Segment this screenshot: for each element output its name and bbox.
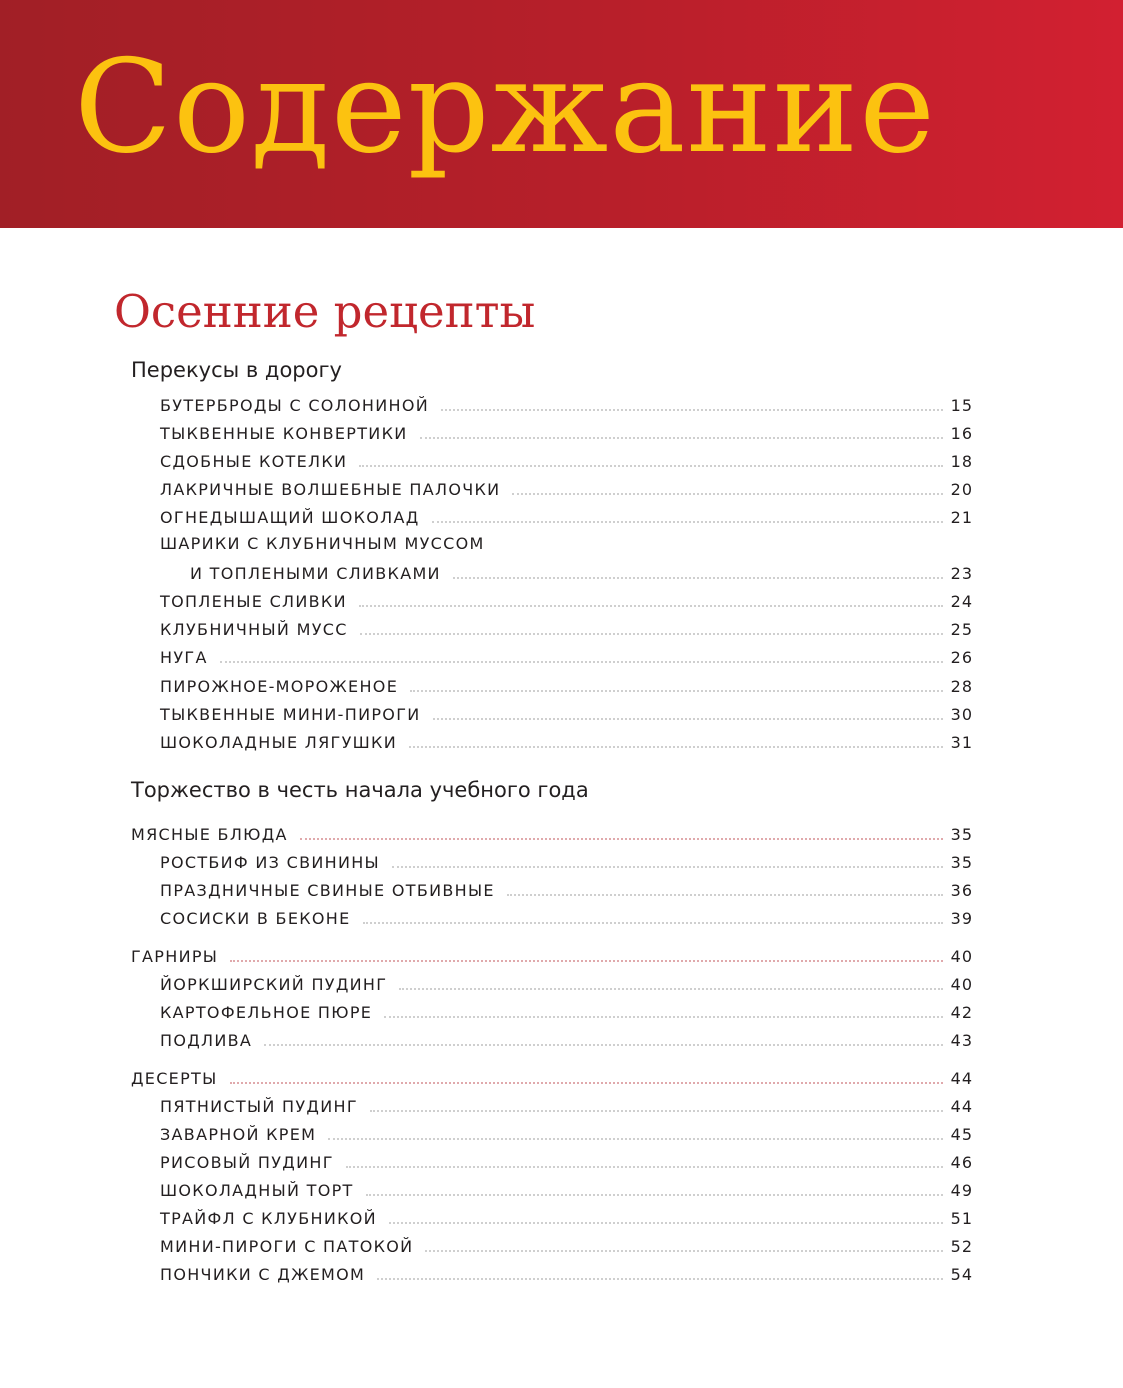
toc-entry[interactable] xyxy=(160,1095,973,1117)
dot-leader xyxy=(392,866,943,868)
dot-leader xyxy=(389,1222,943,1224)
toc-entry-label-line1[interactable]: ШАРИКИ С КЛУБНИЧНЫМ МУССОМ xyxy=(160,534,485,553)
dot-leader xyxy=(433,718,943,720)
section-title: Осенние рецепты xyxy=(114,285,536,338)
toc-entry[interactable] xyxy=(160,703,973,725)
dot-leader xyxy=(300,838,943,840)
toc-entry-page: 26 xyxy=(950,648,973,667)
toc-entry-page: 31 xyxy=(950,733,973,752)
toc-entry-label: ТЫКВЕННЫЕ МИНИ-ПИРОГИ xyxy=(160,705,421,724)
toc-group[interactable] xyxy=(131,823,973,845)
toc-entry[interactable] xyxy=(160,879,973,901)
toc-entry-label: ЙОРКШИРСКИЙ ПУДИНГ xyxy=(160,975,388,994)
toc-group[interactable] xyxy=(131,1067,973,1089)
toc-entry-page: 43 xyxy=(950,1031,973,1050)
dot-leader xyxy=(230,1082,943,1084)
toc-entry-page: 45 xyxy=(950,1125,973,1144)
dot-leader xyxy=(420,437,943,439)
subsection-title: Перекусы в дорогу xyxy=(131,358,342,382)
toc-entry[interactable] xyxy=(160,450,973,472)
toc-entry-label: ЛАКРИЧНЫЕ ВОЛШЕБНЫЕ ПАЛОЧКИ xyxy=(160,480,501,499)
toc-entry[interactable] xyxy=(160,506,973,528)
toc-entry-label: ШОКОЛАДНЫЕ ЛЯГУШКИ xyxy=(160,733,397,752)
toc-group-label: МЯСНЫЕ БЛЮДА xyxy=(131,825,288,844)
toc-entry[interactable] xyxy=(160,478,973,500)
toc-entry-label: КАРТОФЕЛЬНОЕ ПЮРЕ xyxy=(160,1003,373,1022)
toc-entry-page: 54 xyxy=(950,1265,973,1284)
toc-group-label: ГАРНИРЫ xyxy=(131,947,219,966)
toc-entry-label: ОГНЕДЫШАЩИЙ ШОКОЛАД xyxy=(160,508,420,527)
toc-entry-label: ПИРОЖНОЕ-МОРОЖЕНОЕ xyxy=(160,677,399,696)
toc-entry[interactable] xyxy=(160,851,973,873)
toc-entry[interactable] xyxy=(160,422,973,444)
toc-entry-label: БУТЕРБРОДЫ С СОЛОНИНОЙ xyxy=(160,396,430,415)
toc-entry-page: 51 xyxy=(950,1209,973,1228)
toc-entry[interactable] xyxy=(160,394,973,416)
page-title: Содержание xyxy=(74,33,936,182)
toc-entry-label: ТЫКВЕННЫЕ КОНВЕРТИКИ xyxy=(160,424,408,443)
toc-entry-page: 18 xyxy=(950,452,973,471)
toc-group-page: 40 xyxy=(950,947,973,966)
toc-entry-label: ЗАВАРНОЙ КРЕМ xyxy=(160,1125,317,1144)
toc-entry-page: 20 xyxy=(950,480,973,499)
toc-entry-page: 15 xyxy=(950,396,973,415)
toc-entry[interactable] xyxy=(190,562,973,584)
toc-entry-page: 35 xyxy=(950,853,973,872)
toc-entry-label: СОСИСКИ В БЕКОНЕ xyxy=(160,909,351,928)
toc-group-page: 44 xyxy=(950,1069,973,1088)
dot-leader xyxy=(425,1250,942,1252)
dot-leader xyxy=(264,1044,942,1046)
toc-entry-page: 28 xyxy=(950,677,973,696)
toc-entry-label: СДОБНЫЕ КОТЕЛКИ xyxy=(160,452,348,471)
toc-entry-label: ШОКОЛАДНЫЙ ТОРТ xyxy=(160,1181,354,1200)
toc-entry-page: 44 xyxy=(950,1097,973,1116)
toc-entry-page: 21 xyxy=(950,508,973,527)
toc-entry[interactable] xyxy=(160,1207,973,1229)
toc-entry-label: И ТОПЛЕНЫМИ СЛИВКАМИ xyxy=(190,564,441,583)
dot-leader xyxy=(410,690,943,692)
dot-leader xyxy=(409,746,943,748)
toc-entry-label: РОСТБИФ ИЗ СВИНИНЫ xyxy=(160,853,380,872)
dot-leader xyxy=(360,633,943,635)
toc-entry[interactable] xyxy=(160,1001,973,1023)
dot-leader xyxy=(384,1016,942,1018)
toc-entry[interactable] xyxy=(160,1263,973,1285)
toc-entry-page: 52 xyxy=(950,1237,973,1256)
toc-entry-page: 24 xyxy=(950,592,973,611)
toc-entry-page: 36 xyxy=(950,881,973,900)
toc-entry[interactable] xyxy=(160,1123,973,1145)
toc-entry-label: РИСОВЫЙ ПУДИНГ xyxy=(160,1153,334,1172)
dot-leader xyxy=(399,988,942,990)
toc-entry-page: 46 xyxy=(950,1153,973,1172)
dot-leader xyxy=(370,1110,943,1112)
header-banner xyxy=(0,0,1123,228)
toc-entry-label: ТРАЙФЛ С КЛУБНИКОЙ xyxy=(160,1209,377,1228)
toc-entry[interactable] xyxy=(160,907,973,929)
toc-entry[interactable] xyxy=(160,731,973,753)
toc-entry-label: НУГА xyxy=(160,648,208,667)
toc-entry[interactable] xyxy=(160,618,973,640)
dot-leader xyxy=(512,493,942,495)
dot-leader xyxy=(359,465,942,467)
toc-entry-page: 16 xyxy=(950,424,973,443)
toc-entry[interactable] xyxy=(160,1029,973,1051)
dot-leader xyxy=(220,661,943,663)
toc-entry-page: 25 xyxy=(950,620,973,639)
dot-leader xyxy=(507,894,943,896)
dot-leader xyxy=(432,521,943,523)
toc-entry-label: ПОНЧИКИ С ДЖЕМОМ xyxy=(160,1265,366,1284)
toc-group-label: ДЕСЕРТЫ xyxy=(131,1069,218,1088)
toc-entry-page: 42 xyxy=(950,1003,973,1022)
subsection-title: Торжество в честь начала учебного года xyxy=(131,778,589,802)
toc-entry[interactable] xyxy=(160,646,973,668)
toc-entry-page: 30 xyxy=(950,705,973,724)
toc-entry-label: ПРАЗДНИЧНЫЕ СВИНЫЕ ОТБИВНЫЕ xyxy=(160,881,495,900)
toc-entry-page: 49 xyxy=(950,1181,973,1200)
toc-entry-label: КЛУБНИЧНЫЙ МУСС xyxy=(160,620,348,639)
toc-entry[interactable] xyxy=(160,675,973,697)
dot-leader xyxy=(441,409,943,411)
dot-leader xyxy=(453,577,943,579)
dot-leader xyxy=(346,1166,943,1168)
dot-leader xyxy=(366,1194,943,1196)
toc-entry-page: 23 xyxy=(950,564,973,583)
toc-entry[interactable] xyxy=(160,973,973,995)
dot-leader xyxy=(363,922,943,924)
toc-group[interactable] xyxy=(131,945,973,967)
toc-entry-label: ПОДЛИВА xyxy=(160,1031,253,1050)
toc-entry-page: 40 xyxy=(950,975,973,994)
toc-entry[interactable] xyxy=(160,1151,973,1173)
dot-leader xyxy=(328,1138,942,1140)
toc-entry-label: ТОПЛЕНЫЕ СЛИВКИ xyxy=(160,592,347,611)
dot-leader xyxy=(230,960,942,962)
toc-entry[interactable] xyxy=(160,1179,973,1201)
toc-entry-label: ПЯТНИСТЫЙ ПУДИНГ xyxy=(160,1097,358,1116)
toc-entry-page: 39 xyxy=(950,909,973,928)
dot-leader xyxy=(359,605,943,607)
toc-entry-label: МИНИ-ПИРОГИ С ПАТОКОЙ xyxy=(160,1237,414,1256)
toc-entry[interactable] xyxy=(160,1235,973,1257)
toc-entry[interactable] xyxy=(160,590,973,612)
toc-group-page: 35 xyxy=(950,825,973,844)
dot-leader xyxy=(377,1278,943,1280)
